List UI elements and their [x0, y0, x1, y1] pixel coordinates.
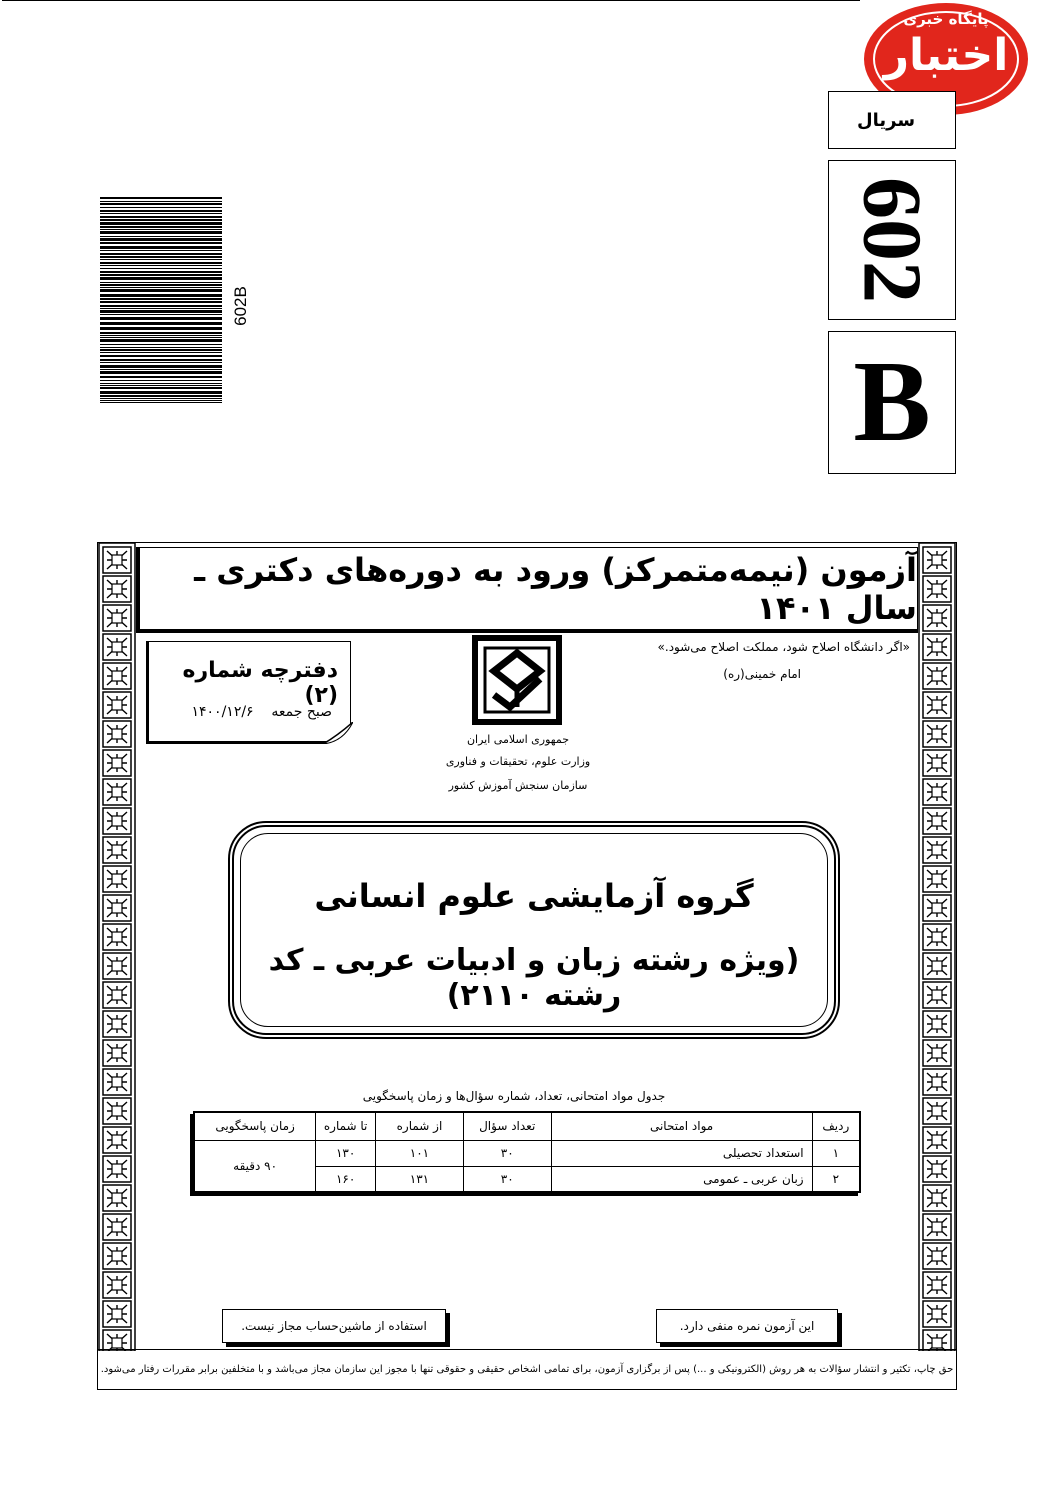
ornament-tile: [923, 605, 951, 631]
booklet-code-box: [828, 160, 956, 320]
table-header-row: [194, 1112, 860, 1140]
barcode-bar: [100, 365, 222, 368]
to-number: ۱۳۰: [316, 1140, 376, 1166]
barcode-bar: [100, 271, 222, 273]
org-line-country: جمهوری اسلامی ایران: [466, 733, 570, 746]
ornament-tile: [103, 634, 131, 660]
barcode-bar: [100, 203, 222, 205]
ornament-tile: [103, 1127, 131, 1153]
page-curl-icon: [323, 722, 353, 744]
barcode-bar: [100, 289, 222, 292]
barcode-bar: [100, 210, 222, 212]
quote-author: امام خمینی(ره): [723, 667, 801, 681]
barcode-bar: [100, 222, 222, 225]
negative-marking-note: این آزمون نمره منفی دارد.: [656, 1309, 838, 1343]
ornament-tile: [923, 634, 951, 660]
subject-name: زبان عربی ـ عمومی: [551, 1166, 812, 1192]
org-line-ministry: وزارت علوم، تحقیقات و فناوری: [445, 755, 591, 768]
barcode-bar: [100, 213, 222, 214]
barcode-bar: [100, 327, 222, 330]
booklet-type-box: [828, 331, 956, 474]
ornament-tile: [923, 953, 951, 979]
ornament-tile: [103, 808, 131, 834]
col-header-subject: مواد امتحانی: [551, 1112, 812, 1140]
ornament-tile: [103, 1098, 131, 1124]
ornament-tile: [103, 866, 131, 892]
col-header-from-number: از شماره: [376, 1112, 464, 1140]
row-number: ۱: [812, 1140, 860, 1166]
col-header-to-number: تا شماره: [316, 1112, 376, 1140]
barcode-bar: [100, 371, 222, 374]
barcode-bar: [100, 322, 222, 325]
ornament-tile: [103, 837, 131, 863]
from-number: ۱۳۱: [376, 1166, 464, 1192]
ornament-tile: [103, 1069, 131, 1095]
barcode-bar: [100, 402, 222, 403]
exam-group-title: گروه آزمایشی علوم انسانی: [314, 877, 754, 915]
table-row: [194, 1140, 860, 1166]
ornament-tile: [103, 1156, 131, 1182]
barcode-bar: [100, 219, 222, 221]
barcode-bar: [100, 337, 222, 338]
barcode-bar: [100, 339, 222, 342]
cover-frame: [97, 542, 957, 1390]
barcode-bar: [100, 314, 222, 315]
ornament-tile: [923, 1156, 951, 1182]
row-number: ۲: [812, 1166, 860, 1192]
barcode-bar: [100, 335, 222, 336]
booklet-date-line: [192, 704, 333, 720]
serial-label: سریال: [857, 110, 916, 131]
col-header-question-count: تعداد سؤال: [463, 1112, 551, 1140]
barcode-bar: [100, 282, 222, 283]
barcode-bar: [100, 332, 222, 334]
barcode-bar: [100, 287, 222, 288]
ornament-tile: [923, 1040, 951, 1066]
ornament-tile: [923, 692, 951, 718]
ornament-tile: [103, 1185, 131, 1211]
barcode-bar: [100, 274, 222, 276]
stamp-top-text: پایگاه خبری: [903, 10, 989, 28]
barcode-bar: [100, 387, 222, 389]
ornament-tile: [923, 750, 951, 776]
barcode-bar: [100, 207, 222, 208]
subject-name: استعداد تحصیلی: [551, 1140, 812, 1166]
serial-box: [828, 91, 956, 149]
barcode-bar: [100, 369, 222, 370]
ornament-tile: [923, 1243, 951, 1269]
barcode-bar: [100, 238, 222, 241]
measurement-organization-logo-icon: [472, 635, 562, 725]
ornament-tile: [103, 1243, 131, 1269]
ornament-tile: [103, 576, 131, 602]
barcode-bar: [100, 268, 222, 269]
duration: ۹۰ دقیقه: [194, 1140, 316, 1192]
ornament-tile: [923, 982, 951, 1008]
ornament-tile: [923, 1185, 951, 1211]
barcode-bar: [100, 294, 222, 297]
barcode-label: [226, 276, 256, 336]
ornament-tile: [103, 953, 131, 979]
booklet-type: B: [853, 338, 931, 466]
barcode-bars: [100, 197, 222, 403]
ornament-tile: [103, 750, 131, 776]
barcode-label-text: 602B: [231, 286, 250, 326]
barcode-bar: [100, 259, 222, 260]
barcode-bar: [100, 352, 222, 353]
ornament-tile: [103, 1272, 131, 1298]
left-ornament-border: [98, 543, 136, 1351]
ornament-tile: [923, 866, 951, 892]
ornament-tile: [923, 1272, 951, 1298]
to-number: ۱۶۰: [316, 1166, 376, 1192]
stamp-main-text: اختبار: [883, 30, 1009, 81]
booklet-session: صبح جمعه: [271, 704, 332, 720]
calculator-note: استفاده از ماشین‌حساب مجاز نیست.: [222, 1309, 446, 1343]
barcode-bar: [100, 201, 222, 202]
ornament-tile: [923, 547, 951, 573]
barcode-bar: [100, 229, 222, 230]
barcode-bar: [100, 305, 222, 307]
barcode-bar: [100, 395, 222, 397]
ornament-tile: [103, 982, 131, 1008]
barcode-bar: [100, 284, 222, 286]
quote-text: «اگر دانشگاه اصلاح شود، مملکت اصلاح می‌شود.»: [657, 640, 910, 654]
barcode-bar: [100, 216, 222, 218]
barcode-bar: [100, 301, 222, 303]
ornament-tile: [103, 1214, 131, 1240]
exam-title-box: [136, 547, 918, 633]
barcode-bar: [100, 383, 222, 384]
ornament-tile: [923, 779, 951, 805]
ornament-tile: [923, 1214, 951, 1240]
ornament-tile: [923, 895, 951, 921]
ornament-tile: [923, 1301, 951, 1327]
barcode-bar: [100, 231, 222, 234]
booklet-code: 602: [845, 177, 939, 303]
ornament-tile: [103, 692, 131, 718]
exam-table-caption: جدول مواد امتحانی، تعداد، شماره سؤال‌ها و زمان پاسخگویی: [362, 1089, 666, 1103]
top-rule: [2, 0, 860, 1]
ornament-tile: [103, 779, 131, 805]
barcode-bar: [100, 262, 222, 264]
ornament-tile: [923, 663, 951, 689]
barcode-bar: [100, 246, 222, 249]
ornament-tile: [103, 895, 131, 921]
ornament-tile: [923, 1069, 951, 1095]
barcode-bar: [100, 226, 222, 228]
col-header-row-number: ردیف: [812, 1112, 860, 1140]
barcode-bar: [100, 308, 222, 309]
barcode-bar: [100, 362, 222, 363]
booklet-date: ۱۴۰۰/۱۲/۶: [191, 704, 254, 720]
ornament-tile: [103, 1330, 131, 1351]
booklet-title: دفترچه شماره (۲): [182, 658, 338, 708]
ornament-tile: [923, 1011, 951, 1037]
barcode-bar: [100, 250, 222, 251]
ornament-tile: [923, 1330, 951, 1351]
barcode-bar: [100, 242, 222, 244]
col-header-duration: زمان پاسخگویی: [194, 1112, 316, 1140]
barcode-bar: [100, 298, 222, 300]
ornament-tile: [923, 576, 951, 602]
barcode-bar: [100, 236, 222, 237]
exam-title: آزمون (نیمه‌متمرکز) ورود به دوره‌های دکتری ـ سال ۱۴۰۱: [194, 550, 917, 627]
ornament-tile: [103, 721, 131, 747]
barcode-bar: [100, 347, 222, 348]
copyright-text: حق چاپ، تکثیر و انتشار سؤالات به هر روش (الکترونیکی و ...) پس از برگزاری آزمون، برای تمامی اشخاص حقیقی و حقوقی تنها با مجوز این سازمان مجاز می‌باشد و با متخلفین برابر مقررات رفتار می‌شود.: [100, 1364, 954, 1375]
ornament-tile: [103, 1301, 131, 1327]
barcode-bar: [100, 197, 222, 199]
ornament-tile: [923, 837, 951, 863]
barcode-bar: [100, 253, 222, 255]
barcode-bar: [100, 359, 222, 361]
org-line-organization: سازمان سنجش آموزش کشور: [448, 779, 588, 792]
barcode-bar: [100, 310, 222, 313]
barcode-bar: [100, 317, 222, 320]
ornament-tile: [103, 1011, 131, 1037]
barcode-bar: [100, 256, 222, 258]
ornament-tile: [103, 1040, 131, 1066]
question-count: ۳۰: [463, 1140, 551, 1166]
right-ornament-border: [918, 543, 956, 1351]
from-number: ۱۰۱: [376, 1140, 464, 1166]
barcode-bar: [100, 391, 222, 394]
barcode-bar: [100, 355, 222, 357]
copyright-footer: [98, 1349, 956, 1389]
ornament-tile: [923, 924, 951, 950]
barcode-bar: [100, 265, 222, 266]
ornament-tile: [923, 1098, 951, 1124]
ornament-tile: [103, 924, 131, 950]
exam-group-subtitle: (ویژه رشته زبان و ادبیات عربی ـ کد رشته ۲۱۱۰): [268, 943, 800, 1013]
ornament-tile: [103, 547, 131, 573]
barcode-bar: [100, 380, 222, 381]
barcode-bar: [100, 344, 222, 345]
barcode-bar: [100, 385, 222, 386]
barcode-bar: [100, 277, 222, 280]
ornament-tile: [103, 605, 131, 631]
booklet-number-box: [146, 641, 351, 744]
question-count: ۳۰: [463, 1166, 551, 1192]
ornament-tile: [103, 663, 131, 689]
exam-subjects-table: [193, 1111, 861, 1193]
barcode-bar: [100, 349, 222, 351]
barcode: [100, 197, 222, 403]
ornament-tile: [923, 808, 951, 834]
ornament-tile: [923, 1127, 951, 1153]
exam-group-box: [228, 821, 840, 1039]
ornament-tile: [923, 721, 951, 747]
barcode-bar: [100, 400, 222, 401]
barcode-bar: [100, 376, 222, 378]
barcode-bar: [100, 398, 222, 399]
